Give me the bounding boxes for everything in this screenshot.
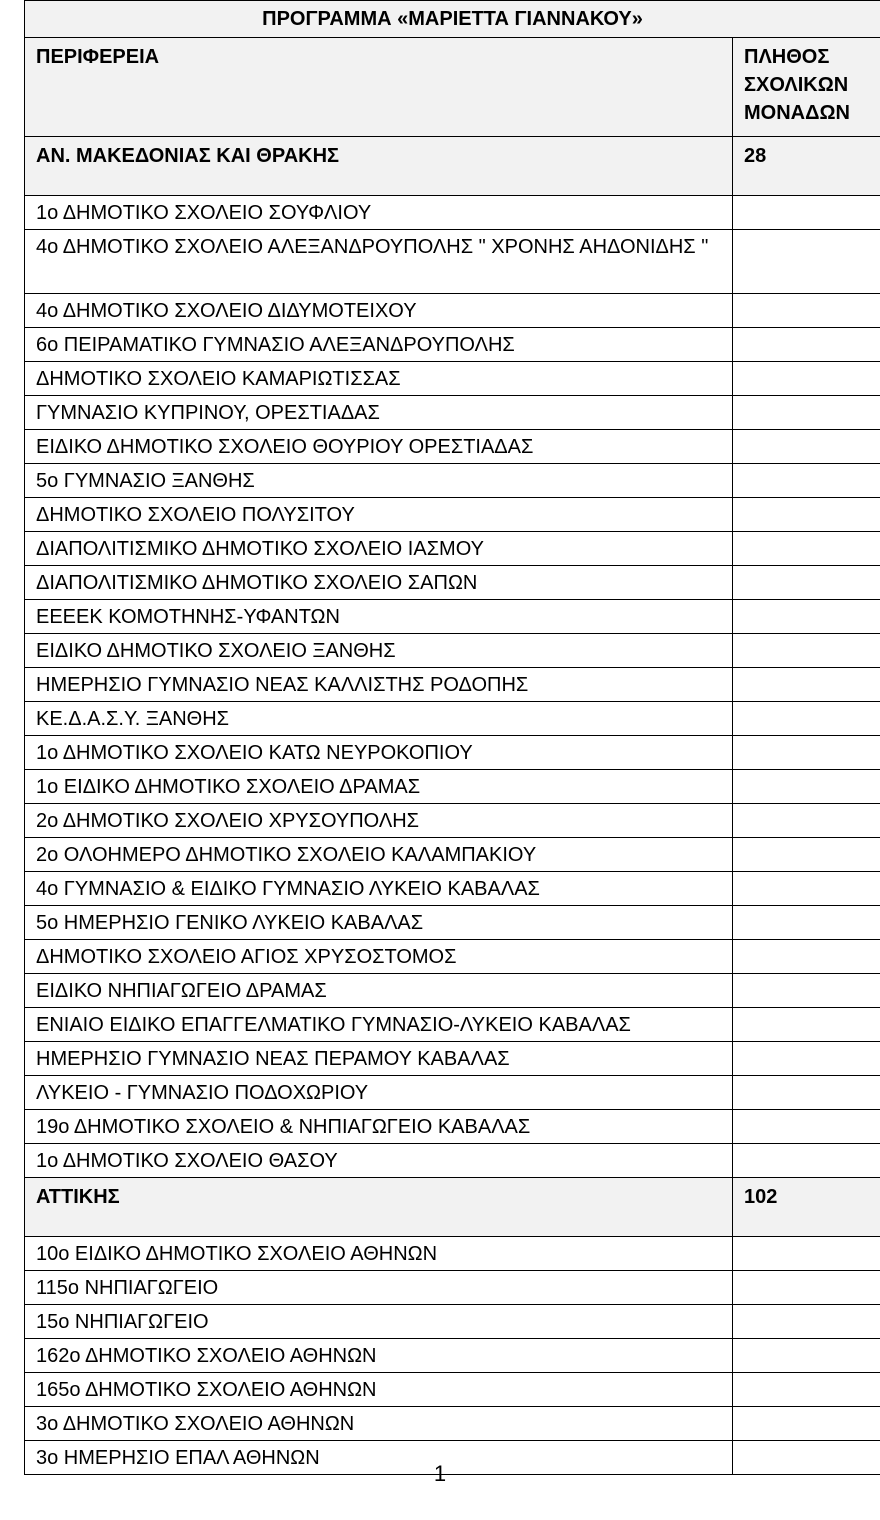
school-row: [25, 668, 880, 702]
school-row: [25, 430, 880, 464]
program-table-body: [25, 1, 880, 1475]
school-row: [25, 770, 880, 804]
school-count-cell: [733, 396, 880, 430]
school-count-cell: [733, 1076, 880, 1110]
school-name: 3ο ΗΜΕΡΗΣΙΟ ΕΠΑΛ ΑΘΗΝΩΝ: [25, 1441, 733, 1475]
school-name: 10ο ΕΙΔΙΚΟ ΔΗΜΟΤΙΚΟ ΣΧΟΛΕΙΟ ΑΘΗΝΩΝ: [25, 1237, 733, 1271]
school-row: [25, 702, 880, 736]
page-number: 1: [433, 1461, 447, 1486]
school-count-cell: [733, 1373, 880, 1407]
table-title-row: [25, 1, 880, 38]
school-count-cell: [733, 736, 880, 770]
school-row: [25, 1008, 880, 1042]
school-count-cell: [733, 566, 880, 600]
school-count-cell: [733, 1407, 880, 1441]
school-name: ΕΕΕΕΚ ΚΟΜΟΤΗΝΗΣ-ΥΦΑΝΤΩΝ: [25, 600, 733, 634]
school-name: ΕΙΔΙΚΟ ΔΗΜΟΤΙΚΟ ΣΧΟΛΕΙΟ ΘΟΥΡΙΟΥ ΟΡΕΣΤΙΑΔΑΣ: [25, 430, 733, 464]
school-name: ΓΥΜΝΑΣΙΟ ΚΥΠΡΙΝΟΥ, ΟΡΕΣΤΙΑΔΑΣ: [25, 396, 733, 430]
school-row: [25, 804, 880, 838]
school-count-cell: [733, 430, 880, 464]
school-name: ΔΗΜΟΤΙΚΟ ΣΧΟΛΕΙΟ ΠΟΛΥΣΙΤΟΥ: [25, 498, 733, 532]
program-table: [24, 0, 880, 1475]
school-row: [25, 1076, 880, 1110]
school-name: ΔΙΑΠΟΛΙΤΙΣΜΙΚΟ ΔΗΜΟΤΙΚΟ ΣΧΟΛΕΙΟ ΙΑΣΜΟΥ: [25, 532, 733, 566]
school-row: [25, 1373, 880, 1407]
region-school-count: 28: [733, 137, 880, 196]
school-count-cell: [733, 872, 880, 906]
school-name: 165ο ΔΗΜΟΤΙΚΟ ΣΧΟΛΕΙΟ ΑΘΗΝΩΝ: [25, 1373, 733, 1407]
school-name: 115ο ΝΗΠΙΑΓΩΓΕΙΟ: [25, 1271, 733, 1305]
school-name: ΚΕ.Δ.Α.Σ.Υ. ΞΑΝΘΗΣ: [25, 702, 733, 736]
school-name: ΛΥΚΕΙΟ - ΓΥΜΝΑΣΙΟ ΠΟΔΟΧΩΡΙΟΥ: [25, 1076, 733, 1110]
region-column-header: ΠΕΡΙΦΕΡΕΙΑ: [25, 38, 733, 137]
school-name: 4ο ΔΗΜΟΤΙΚΟ ΣΧΟΛΕΙΟ ΔΙΔΥΜΟΤΕΙΧΟΥ: [25, 294, 733, 328]
school-row: [25, 1237, 880, 1271]
school-count-cell: [733, 940, 880, 974]
school-name: 1ο ΔΗΜΟΤΙΚΟ ΣΧΟΛΕΙΟ ΣΟΥΦΛΙΟΥ: [25, 196, 733, 230]
region-row: [25, 137, 880, 196]
school-count-cell: [733, 1339, 880, 1373]
school-count-cell: [733, 196, 880, 230]
school-name: ΔΗΜΟΤΙΚΟ ΣΧΟΛΕΙΟ ΚΑΜΑΡΙΩΤΙΣΣΑΣ: [25, 362, 733, 396]
school-count-cell: [733, 770, 880, 804]
school-count-cell: [733, 1110, 880, 1144]
school-row: [25, 634, 880, 668]
school-count-cell: [733, 464, 880, 498]
school-name: 15ο ΝΗΠΙΑΓΩΓΕΙΟ: [25, 1305, 733, 1339]
school-name: 2ο ΟΛΟΗΜΕΡΟ ΔΗΜΟΤΙΚΟ ΣΧΟΛΕΙΟ ΚΑΛΑΜΠΑΚΙΟΥ: [25, 838, 733, 872]
table-header-row: [25, 38, 880, 137]
school-count-cell: [733, 804, 880, 838]
school-count-cell: [733, 1042, 880, 1076]
school-count-cell: [733, 1271, 880, 1305]
region-school-count: 102: [733, 1178, 880, 1237]
school-count-cell: [733, 1305, 880, 1339]
school-count-cell: [733, 1144, 880, 1178]
school-name: 5ο ΗΜΕΡΗΣΙΟ ΓΕΝΙΚΟ ΛΥΚΕΙΟ ΚΑΒΑΛΑΣ: [25, 906, 733, 940]
school-row: [25, 328, 880, 362]
count-column-header: ΠΛΗΘΟΣ ΣΧΟΛΙΚΩΝ ΜΟΝΑΔΩΝ: [733, 38, 880, 137]
school-name: ΕΙΔΙΚΟ ΔΗΜΟΤΙΚΟ ΣΧΟΛΕΙΟ ΞΑΝΘΗΣ: [25, 634, 733, 668]
school-name: ΔΙΑΠΟΛΙΤΙΣΜΙΚΟ ΔΗΜΟΤΙΚΟ ΣΧΟΛΕΙΟ ΣΑΠΩΝ: [25, 566, 733, 600]
school-row: [25, 1407, 880, 1441]
school-row: [25, 838, 880, 872]
school-count-cell: [733, 362, 880, 396]
school-name: 5ο ΓΥΜΝΑΣΙΟ ΞΑΝΘΗΣ: [25, 464, 733, 498]
school-row: [25, 1271, 880, 1305]
school-row: [25, 600, 880, 634]
school-name: ΔΗΜΟΤΙΚΟ ΣΧΟΛΕΙΟ ΑΓΙΟΣ ΧΡΥΣΟΣΤΟΜΟΣ: [25, 940, 733, 974]
school-name: 6ο ΠΕΙΡΑΜΑΤΙΚΟ ΓΥΜΝΑΣΙΟ ΑΛΕΞΑΝΔΡΟΥΠΟΛΗΣ: [25, 328, 733, 362]
school-name: ΗΜΕΡΗΣΙΟ ΓΥΜΝΑΣΙΟ ΝΕΑΣ ΠΕΡΑΜΟΥ ΚΑΒΑΛΑΣ: [25, 1042, 733, 1076]
school-name: 19ο ΔΗΜΟΤΙΚΟ ΣΧΟΛΕΙΟ & ΝΗΠΙΑΓΩΓΕΙΟ ΚΑΒΑΛΑΣ: [25, 1110, 733, 1144]
region-name: ΑΤΤΙΚΗΣ: [25, 1178, 733, 1237]
school-row: [25, 294, 880, 328]
school-row: [25, 1110, 880, 1144]
school-row: [25, 1305, 880, 1339]
school-row: [25, 396, 880, 430]
school-row: [25, 532, 880, 566]
school-count-cell: [733, 230, 880, 294]
school-name: 1ο ΕΙΔΙΚΟ ΔΗΜΟΤΙΚΟ ΣΧΟΛΕΙΟ ΔΡΑΜΑΣ: [25, 770, 733, 804]
school-row: [25, 872, 880, 906]
school-count-cell: [733, 634, 880, 668]
school-row: [25, 230, 880, 294]
school-name: 1ο ΔΗΜΟΤΙΚΟ ΣΧΟΛΕΙΟ ΘΑΣΟΥ: [25, 1144, 733, 1178]
school-row: [25, 566, 880, 600]
school-count-cell: [733, 702, 880, 736]
school-name: 3ο ΔΗΜΟΤΙΚΟ ΣΧΟΛΕΙΟ ΑΘΗΝΩΝ: [25, 1407, 733, 1441]
school-count-cell: [733, 600, 880, 634]
school-name: ΕΝΙΑΙΟ ΕΙΔΙΚΟ ΕΠΑΓΓΕΛΜΑΤΙΚΟ ΓΥΜΝΑΣΙΟ-ΛΥΚΕΙΟ ΚΑΒΑΛΑΣ: [25, 1008, 733, 1042]
school-count-cell: [733, 294, 880, 328]
school-count-cell: [733, 1008, 880, 1042]
school-row: [25, 906, 880, 940]
school-row: [25, 736, 880, 770]
school-row: [25, 1339, 880, 1373]
school-row: [25, 940, 880, 974]
school-name: 2ο ΔΗΜΟΤΙΚΟ ΣΧΟΛΕΙΟ ΧΡΥΣΟΥΠΟΛΗΣ: [25, 804, 733, 838]
table-title: ΠΡΟΓΡΑΜΜΑ «ΜΑΡΙΕΤΤΑ ΓΙΑΝΝΑΚΟΥ»: [25, 1, 880, 38]
school-row: [25, 498, 880, 532]
school-count-cell: [733, 1237, 880, 1271]
school-count-cell: [733, 532, 880, 566]
school-name: 4ο ΔΗΜΟΤΙΚΟ ΣΧΟΛΕΙΟ ΑΛΕΞΑΝΔΡΟΥΠΟΛΗΣ " ΧΡΟΝΗΣ ΑΗΔΟΝΙΔΗΣ ": [25, 230, 733, 294]
school-count-cell: [733, 328, 880, 362]
school-row: [25, 974, 880, 1008]
school-count-cell: [733, 668, 880, 702]
school-row: [25, 1144, 880, 1178]
school-row: [25, 464, 880, 498]
school-row: [25, 196, 880, 230]
school-name: 162ο ΔΗΜΟΤΙΚΟ ΣΧΟΛΕΙΟ ΑΘΗΝΩΝ: [25, 1339, 733, 1373]
school-count-cell: [733, 906, 880, 940]
school-name: 4ο ΓΥΜΝΑΣΙΟ & ΕΙΔΙΚΟ ΓΥΜΝΑΣΙΟ ΛΥΚΕΙΟ ΚΑΒΑΛΑΣ: [25, 872, 733, 906]
school-row: [25, 1042, 880, 1076]
school-row: [25, 362, 880, 396]
region-name: ΑΝ. ΜΑΚΕΔΟΝΙΑΣ ΚΑΙ ΘΡΑΚΗΣ: [25, 137, 733, 196]
school-count-cell: [733, 838, 880, 872]
school-count-cell: [733, 498, 880, 532]
school-name: ΕΙΔΙΚΟ ΝΗΠΙΑΓΩΓΕΙΟ ΔΡΑΜΑΣ: [25, 974, 733, 1008]
school-count-cell: [733, 974, 880, 1008]
school-name: ΗΜΕΡΗΣΙΟ ΓΥΜΝΑΣΙΟ ΝΕΑΣ ΚΑΛΛΙΣΤΗΣ ΡΟΔΟΠΗΣ: [25, 668, 733, 702]
region-row: [25, 1178, 880, 1237]
school-name: 1ο ΔΗΜΟΤΙΚΟ ΣΧΟΛΕΙΟ ΚΑΤΩ ΝΕΥΡΟΚΟΠΙΟΥ: [25, 736, 733, 770]
